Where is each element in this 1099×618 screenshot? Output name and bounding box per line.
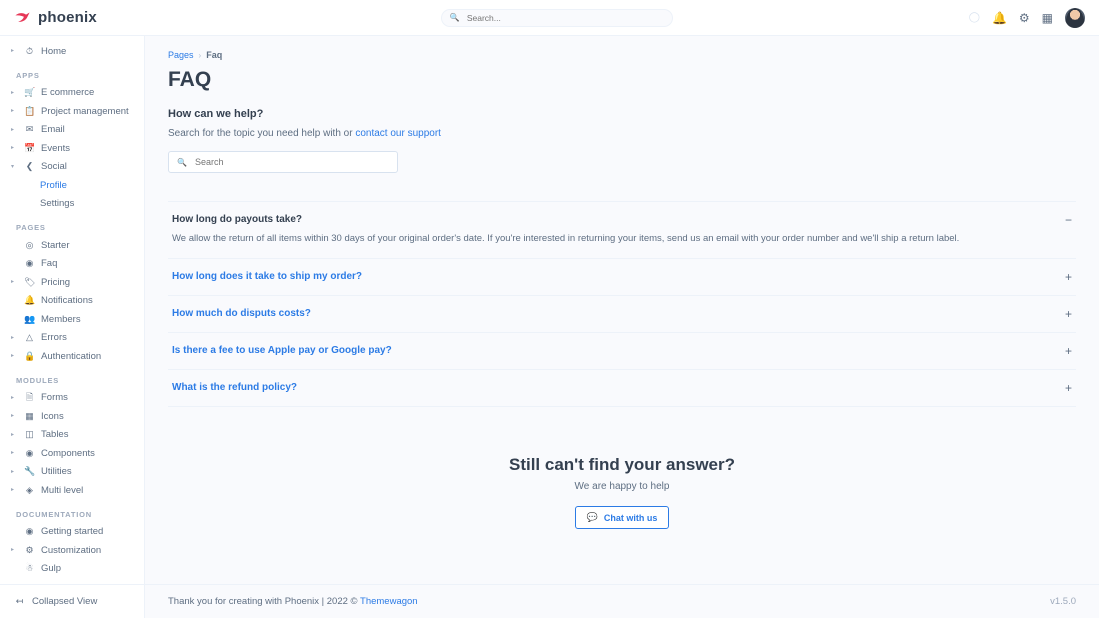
sidebar-item-label: Faq xyxy=(41,258,58,270)
phoenix-bird-icon xyxy=(14,9,31,26)
chat-with-us-button[interactable] xyxy=(575,506,670,529)
chevron-right-icon: ▸ xyxy=(11,487,15,494)
faq-question-toggle[interactable] xyxy=(168,333,1076,369)
file-icon: 🗎 xyxy=(25,392,34,403)
sidebar-section-modules: MODULES xyxy=(16,375,60,385)
topnav-actions xyxy=(969,8,1099,28)
sidebar xyxy=(0,36,145,618)
body xyxy=(0,36,1099,618)
sidebar-item-label: Project management xyxy=(41,105,129,117)
page-title: FAQ xyxy=(168,68,212,91)
warning-triangle-icon: △ xyxy=(26,332,33,343)
bell-icon: 🔔 xyxy=(24,295,36,306)
chat-bubble-icon: 💬 xyxy=(586,512,598,523)
sidebar-section-documentation: DOCUMENTATION xyxy=(16,509,92,519)
search-icon: 🔍 xyxy=(177,157,187,167)
sidebar-item-ecommerce[interactable] xyxy=(0,84,144,103)
cup-icon: ☃ xyxy=(25,563,34,574)
chevron-right-icon: ▸ xyxy=(11,353,15,360)
faq-item xyxy=(168,332,1076,369)
gear-icon: ⚙ xyxy=(25,544,34,555)
page-footer xyxy=(145,584,1099,618)
users-icon: 👥 xyxy=(24,313,36,324)
faq-question: How long does it take to ship my order? xyxy=(172,271,363,283)
sidebar-item-label: E commerce xyxy=(41,87,95,99)
sidebar-item-label: Multi level xyxy=(41,484,84,496)
brand[interactable] xyxy=(0,9,145,26)
global-search[interactable] xyxy=(441,9,673,27)
sidebar-item-starter[interactable] xyxy=(0,236,144,255)
plus-icon[interactable]: + xyxy=(1064,307,1072,322)
chevron-right-icon: ▸ xyxy=(11,394,15,401)
table-icon: ◫ xyxy=(25,429,34,440)
puzzle-icon: ◉ xyxy=(25,447,34,458)
page-content xyxy=(145,36,1099,584)
chevron-down-icon: ▾ xyxy=(11,163,15,170)
faq-item xyxy=(168,369,1076,407)
sidebar-item-label: Events xyxy=(41,142,71,154)
sidebar-item-faq[interactable] xyxy=(0,255,144,274)
sidebar-item-errors[interactable] xyxy=(0,329,144,348)
sidebar-item-label: Email xyxy=(41,124,65,136)
plus-icon[interactable]: + xyxy=(1064,381,1072,396)
rocket-icon: ◎ xyxy=(25,239,34,250)
faq-answer: We allow the return of all items within 30 days of your original order's date. If you're interested in returning your items, send us an email with your order number and we'll ship a return label. xyxy=(172,233,960,244)
help-subtext xyxy=(168,128,1076,139)
collapsed-view-label: Collapsed View xyxy=(32,596,98,607)
sidebar-item-label: Starter xyxy=(41,239,70,251)
chevron-right-icon: ▸ xyxy=(11,413,15,420)
chevron-right-icon: ▸ xyxy=(11,108,15,115)
gear-icon[interactable]: ⚙ xyxy=(1018,10,1030,25)
faq-question: What is the refund policy? xyxy=(172,382,298,394)
cta-title: Still can't find your answer? xyxy=(508,455,736,475)
sidebar-scroll xyxy=(0,36,144,584)
sidebar-item-customization[interactable] xyxy=(0,541,144,560)
lock-icon: 🔒 xyxy=(24,350,36,361)
collapsed-view-toggle[interactable] xyxy=(0,584,144,618)
main-area xyxy=(145,36,1099,618)
faq-question: How much do disputs costs? xyxy=(172,308,311,320)
sidebar-item-gulp[interactable] xyxy=(0,560,144,579)
faq-question-toggle[interactable] xyxy=(168,296,1076,332)
sidebar-item-label: Pricing xyxy=(41,276,71,288)
breadcrumb xyxy=(168,50,1076,60)
sidebar-item-settings[interactable]: Settings xyxy=(40,198,75,210)
sidebar-item-multi-level[interactable] xyxy=(0,481,144,500)
plus-icon[interactable]: + xyxy=(1064,344,1072,359)
faq-item xyxy=(168,295,1076,332)
topnav-center xyxy=(145,9,969,27)
sidebar-item-components[interactable] xyxy=(0,444,144,463)
faq-question: How long do payouts take? xyxy=(172,214,303,225)
sidebar-item-icons[interactable] xyxy=(0,407,144,426)
sidebar-item-label: Getting started xyxy=(41,526,104,538)
sidebar-item-email[interactable] xyxy=(0,121,144,140)
sidebar-item-label: Icons xyxy=(41,410,64,422)
sidebar-item-label: Authentication xyxy=(41,350,102,362)
sidebar-item-label: Errors xyxy=(41,332,67,344)
sidebar-item-label: Home xyxy=(41,45,67,57)
faq-search[interactable] xyxy=(168,151,398,173)
sidebar-item-label: Members xyxy=(41,313,81,325)
chevron-right-icon: ▸ xyxy=(11,547,15,554)
chevron-right-icon: ▸ xyxy=(11,89,15,96)
top-navbar xyxy=(0,0,1099,36)
sidebar-item-label: Social xyxy=(41,161,67,173)
breadcrumb-pages[interactable]: Pages xyxy=(168,50,194,60)
sidebar-item-utilities[interactable] xyxy=(0,463,144,482)
sidebar-item-social[interactable] xyxy=(0,158,144,177)
sidebar-item-tables[interactable] xyxy=(0,426,144,445)
tag-icon: 🏷 xyxy=(24,276,36,287)
sidebar-item-forms[interactable] xyxy=(0,389,144,408)
themewagon-link[interactable]: Themewagon xyxy=(360,596,418,607)
faq-item xyxy=(168,201,1076,258)
version-label: v1.5.0 xyxy=(1050,596,1076,607)
faq-question: Is there a fee to use Apple pay or Google pay? xyxy=(172,345,392,357)
breadcrumb-current: Faq xyxy=(206,50,223,60)
question-circle-icon: ◉ xyxy=(25,258,34,269)
sidebar-item-label: Gulp xyxy=(41,563,62,575)
minus-icon[interactable]: − xyxy=(1064,213,1072,227)
sidebar-item-members[interactable] xyxy=(0,310,144,329)
faq-item xyxy=(168,258,1076,295)
clock-icon: ⏱ xyxy=(25,45,34,56)
brand-name: phoenix xyxy=(38,9,97,26)
sidebar-item-label: Utilities xyxy=(41,466,72,478)
sidebar-item-getting-started[interactable] xyxy=(0,523,144,542)
cart-icon: 🛒 xyxy=(24,87,36,98)
chevron-right-icon: ▸ xyxy=(11,468,15,475)
sidebar-item-label: Forms xyxy=(41,392,68,404)
chat-button-label: Chat with us xyxy=(603,512,658,523)
grid-icon: ▦ xyxy=(25,410,34,421)
chevron-right-icon: ▸ xyxy=(11,48,15,55)
faq-accordion xyxy=(168,201,1076,407)
chevron-right-icon: ▸ xyxy=(11,334,15,341)
help-subtext-lead: Search for the topic you need help with or xyxy=(168,128,356,139)
cta-section xyxy=(168,455,1076,529)
sidebar-item-pricing[interactable] xyxy=(0,273,144,292)
sidebar-item-notifications[interactable] xyxy=(0,292,144,311)
calendar-icon: 📅 xyxy=(24,142,36,153)
sidebar-item-home[interactable] xyxy=(0,42,144,61)
chevron-right-icon: ▸ xyxy=(11,126,15,133)
theme-toggle-icon[interactable]: ◯ xyxy=(968,11,980,23)
compass-icon: ◉ xyxy=(25,526,34,537)
sidebar-item-events[interactable] xyxy=(0,139,144,158)
sidebar-item-project-management[interactable] xyxy=(0,102,144,121)
sidebar-item-label: Customization xyxy=(41,544,102,556)
faq-question-toggle[interactable] xyxy=(168,370,1076,406)
sidebar-item-label: Notifications xyxy=(41,295,93,307)
cta-subtitle: We are happy to help xyxy=(574,481,670,493)
sidebar-section-pages: PAGES xyxy=(16,223,46,232)
faq-question-toggle[interactable] xyxy=(168,259,1076,295)
chevron-right-icon: ▸ xyxy=(11,431,15,438)
sidebar-section-apps: APPS xyxy=(16,70,40,80)
bell-icon[interactable]: 🔔 xyxy=(991,10,1007,25)
layers-icon: ◈ xyxy=(26,484,33,495)
faq-question-toggle[interactable] xyxy=(168,202,1076,226)
search-icon: 🔍 xyxy=(449,12,460,22)
plus-icon[interactable]: + xyxy=(1064,270,1072,285)
sidebar-item-label: Tables xyxy=(41,429,69,441)
collapse-icon: ↤ xyxy=(15,596,24,606)
footer-credit xyxy=(168,596,418,607)
faq-search-input[interactable] xyxy=(193,156,389,168)
search-input[interactable] xyxy=(465,12,664,24)
envelope-icon: ✉ xyxy=(25,124,34,135)
chevron-right-icon: › xyxy=(198,50,202,60)
chevron-right-icon: ▸ xyxy=(11,145,15,152)
sidebar-item-authentication[interactable] xyxy=(0,347,144,366)
footer-text: Thank you for creating with Phoenix | 2022 © xyxy=(168,596,361,607)
apps-grid-icon[interactable]: ▦ xyxy=(1041,10,1053,25)
share-icon: ❮ xyxy=(25,161,34,172)
contact-support-link[interactable]: contact our support xyxy=(355,128,441,139)
help-heading: How can we help? xyxy=(168,108,264,120)
chevron-right-icon: ▸ xyxy=(11,450,15,457)
clipboard-icon: 📋 xyxy=(24,105,36,116)
user-avatar[interactable] xyxy=(1065,8,1085,28)
sidebar-item-label: Components xyxy=(41,447,95,459)
sidebar-item-profile[interactable]: Profile xyxy=(40,179,67,191)
wrench-icon: 🔧 xyxy=(24,466,36,477)
chevron-right-icon: ▸ xyxy=(11,279,15,286)
